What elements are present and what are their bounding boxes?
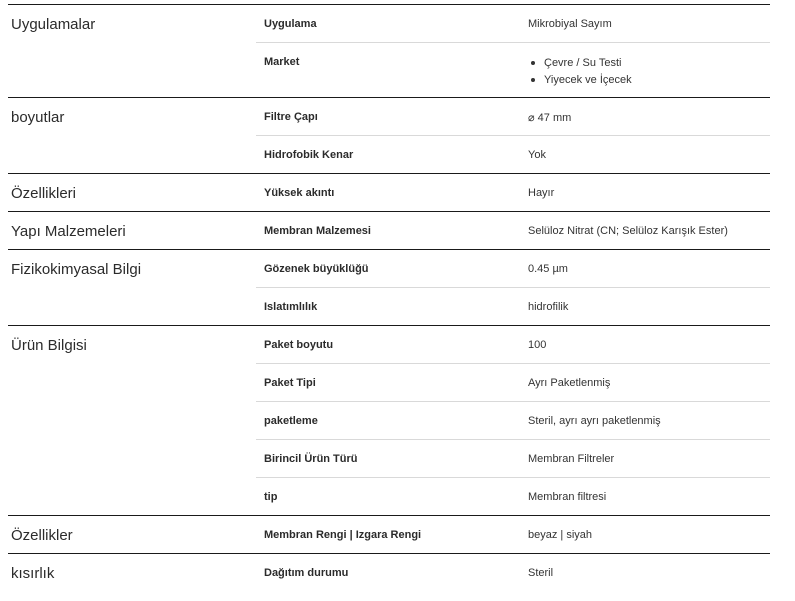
section-title: Fizikokimyasal Bilgi xyxy=(11,261,142,278)
section-title: kısırlık xyxy=(11,565,55,582)
spec-value: Steril, ayrı ayrı paketlenmiş xyxy=(528,415,661,427)
spec-label: tip xyxy=(264,491,278,503)
spec-label: paketleme xyxy=(264,415,318,427)
value-list-item: Çevre / Su Testi xyxy=(528,56,632,73)
spec-label: Islatımlılık xyxy=(264,301,318,313)
row-divider xyxy=(256,287,770,288)
section-divider xyxy=(8,553,770,554)
spec-label: Membran Malzemesi xyxy=(264,225,371,237)
section-divider xyxy=(8,325,770,326)
spec-value: 100 xyxy=(528,339,547,351)
spec-value: beyaz | siyah xyxy=(528,529,593,541)
spec-value: Membran filtresi xyxy=(528,491,607,503)
section-title: Özellikler xyxy=(11,527,73,544)
spec-label: Birincil Ürün Türü xyxy=(264,453,358,465)
spec-value: Hayır xyxy=(528,187,555,199)
spec-value: ⌀ 47 mm xyxy=(528,112,572,124)
spec-label: Paket boyutu xyxy=(264,339,334,351)
spec-value: Selüloz Nitrat (CN; Selüloz Karışık Ester) xyxy=(528,225,728,237)
section-divider xyxy=(8,97,770,98)
spec-label: Uygulama xyxy=(264,18,317,30)
section-divider xyxy=(8,211,770,212)
spec-label: Market xyxy=(264,56,300,68)
spec-value: Mikrobiyal Sayım xyxy=(528,18,612,30)
spec-value: Membran Filtreler xyxy=(528,453,615,465)
value-list-item: Yiyecek ve İçecek xyxy=(528,73,632,90)
spec-label: Membran Rengi | Izgara Rengi xyxy=(264,529,422,541)
spec-label: Filtre Çapı xyxy=(264,111,318,123)
section-title: Uygulamalar xyxy=(11,16,96,33)
section-divider xyxy=(8,515,770,516)
row-divider xyxy=(256,363,770,364)
spec-value: hidrofilik xyxy=(528,301,569,313)
spec-label: Gözenek büyüklüğü xyxy=(264,263,369,275)
spec-label: Yüksek akıntı xyxy=(264,187,335,199)
section-title: boyutlar xyxy=(11,109,65,126)
section-title: Ürün Bilgisi xyxy=(11,337,87,354)
row-divider xyxy=(256,477,770,478)
spec-value-list xyxy=(528,56,632,90)
spec-value: 0.45 µm xyxy=(528,263,568,275)
spec-label: Hidrofobik Kenar xyxy=(264,149,354,161)
row-divider xyxy=(256,439,770,440)
section-divider xyxy=(8,173,770,174)
row-divider xyxy=(256,401,770,402)
spec-value: Yok xyxy=(528,149,546,161)
section-title: Özellikleri xyxy=(11,185,77,202)
section-divider xyxy=(8,249,770,250)
row-divider xyxy=(256,42,770,43)
spec-label: Dağıtım durumu xyxy=(264,567,349,579)
spec-value: Steril xyxy=(528,567,554,579)
section-divider xyxy=(8,4,770,5)
value-list xyxy=(528,56,632,90)
section-title: Yapı Malzemeleri xyxy=(11,223,126,240)
spec-label: Paket Tipi xyxy=(264,377,316,389)
row-divider xyxy=(256,135,770,136)
spec-value: Ayrı Paketlenmiş xyxy=(528,377,611,389)
